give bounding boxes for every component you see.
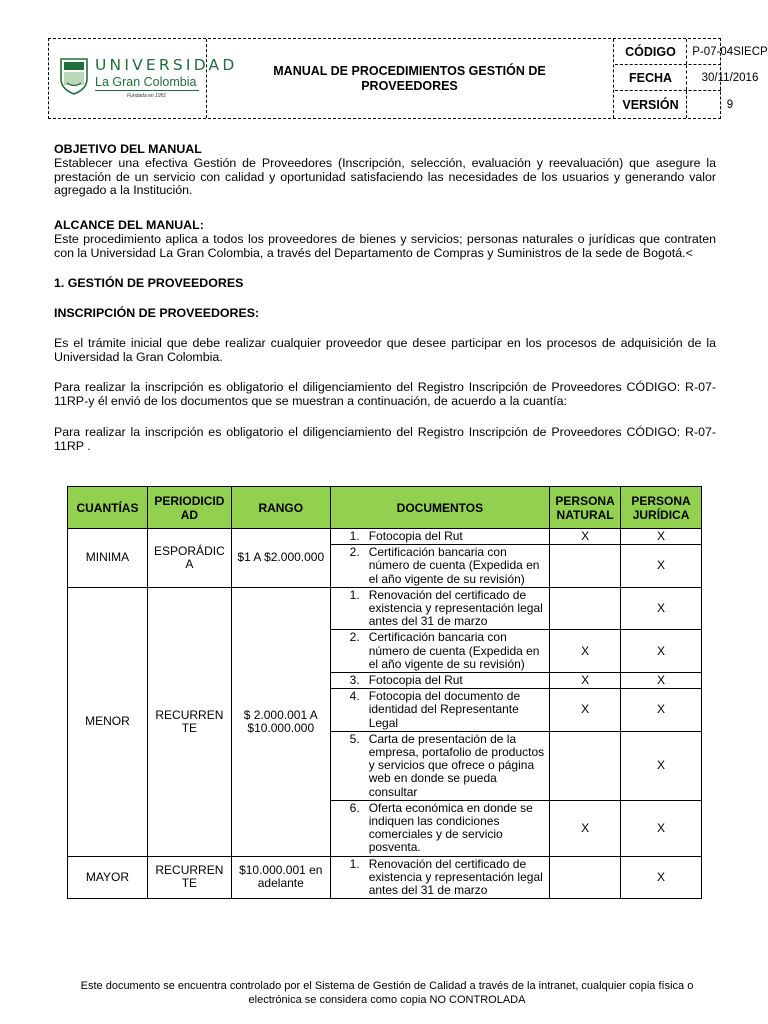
objetivo-text: Establecer una efectiva Gestión de Proveedores (Inscripción, selección, evaluación y reevaluación) que asegure la prestación de un servicio con calidad y oportunidad satisfaciendo las necesidades de los usuarios y generando valor agregado a la Institución. bbox=[54, 156, 716, 198]
periodicidad-cell: RECURREN TE bbox=[147, 856, 231, 899]
header-rango: RANGO bbox=[231, 487, 330, 529]
rango-cell: $10.000.001 en adelante bbox=[231, 856, 330, 899]
meta-label: VERSIÓN bbox=[615, 91, 687, 118]
table-row bbox=[68, 856, 702, 899]
natural-cell bbox=[550, 731, 621, 800]
juridica-cell: X bbox=[621, 587, 702, 630]
document-cell bbox=[330, 800, 549, 856]
doc-text: Oferta económica en donde se indiquen las condiciones comerciales y de servicio posventa. bbox=[368, 800, 533, 855]
doc-number: 4. bbox=[349, 689, 360, 704]
meta-label: CÓDIGO bbox=[615, 39, 687, 64]
document-cell bbox=[330, 587, 549, 630]
document-cell bbox=[330, 630, 549, 673]
juridica-cell: X bbox=[621, 731, 702, 800]
doc-number: 2. bbox=[349, 630, 360, 645]
document-cell bbox=[330, 689, 549, 732]
cuantia-cell: MENOR bbox=[68, 587, 148, 856]
natural-cell bbox=[550, 545, 621, 588]
document-cell bbox=[330, 545, 549, 588]
table-header-row bbox=[68, 487, 702, 529]
meta-label: FECHA bbox=[615, 65, 687, 90]
logo-founded-text: Fundada en 1951 bbox=[127, 93, 167, 99]
section-heading: 1. GESTIÓN DE PROVEEDORES bbox=[54, 276, 244, 290]
shield-icon bbox=[59, 57, 89, 95]
document-cell bbox=[330, 731, 549, 800]
table-row bbox=[68, 529, 702, 545]
header-persona-natural: PERSONA NATURAL bbox=[550, 487, 621, 529]
meta-value: 30/11/2016 bbox=[701, 71, 759, 84]
footer-notice: Este documento se encuentra controlado por el Sistema de Gestión de Calidad a través de la intranet, cualquier copia física o electrónica se considera como copia NO CONTROLADA bbox=[80, 980, 694, 1006]
juridica-cell: X bbox=[621, 689, 702, 732]
doc-number: 5. bbox=[349, 731, 360, 746]
rango-cell: $1 A $2.000.000 bbox=[231, 529, 330, 588]
doc-text: Renovación del certificado de existencia y representación legal antes del 31 de marzo bbox=[368, 856, 543, 898]
header-periodicidad: PERIODICID AD bbox=[147, 487, 231, 529]
doc-number: 1. bbox=[349, 529, 360, 543]
document-cell bbox=[330, 856, 549, 899]
logo-gran-colombia-text: La Gran Colombia bbox=[95, 75, 197, 89]
natural-cell bbox=[550, 587, 621, 630]
natural-cell bbox=[550, 856, 621, 899]
doc-number: 2. bbox=[349, 545, 360, 560]
doc-text: Fotocopia del documento de identidad del Representante Legal bbox=[368, 689, 521, 730]
meta-value: 9 bbox=[726, 98, 734, 111]
meta-value: P-07-04SIECP bbox=[692, 45, 768, 58]
meta-value-column bbox=[638, 38, 721, 119]
natural-cell: X bbox=[550, 529, 621, 545]
juridica-cell: X bbox=[621, 545, 702, 588]
paragraph-3: Para realizar la inscripción es obligatorio el diligenciamiento del Registro Inscripción de Proveedores CÓDIGO: R-07-11RP . bbox=[54, 425, 716, 453]
objetivo-heading: OBJETIVO DEL MANUAL bbox=[54, 142, 202, 156]
header-documentos: DOCUMENTOS bbox=[330, 487, 549, 529]
doc-number: 1. bbox=[349, 587, 360, 602]
alcance-text: Este procedimiento aplica a todos los proveedores de bienes y servicios; personas naturales o jurídicas que contraten con la Universidad La Gran Colombia, a través del Departamento de Compras y Suministros de la sede de Bogotá.< bbox=[54, 232, 716, 260]
natural-cell: X bbox=[550, 800, 621, 856]
doc-text: Certificación bancaria con número de cuenta (Expedida en el año vigente de su revisión) bbox=[368, 630, 540, 671]
periodicidad-cell: ESPORÁDIC A bbox=[147, 529, 231, 588]
header-persona-juridica: PERSONA JURÍDICA bbox=[621, 487, 702, 529]
header-cuantias: CUANTÍAS bbox=[68, 487, 148, 529]
doc-number: 1. bbox=[349, 856, 360, 871]
logo-universidad-text: UNIVERSIDAD bbox=[95, 56, 238, 74]
university-logo bbox=[59, 53, 238, 105]
cuantia-cell: MINIMA bbox=[68, 529, 148, 588]
periodicidad-cell: RECURREN TE bbox=[147, 587, 231, 856]
document-header bbox=[48, 38, 768, 119]
doc-text: Renovación del certificado de existencia y representación legal antes del 31 de marzo bbox=[368, 587, 543, 629]
logo-cell bbox=[49, 39, 238, 118]
document-cell bbox=[330, 673, 549, 689]
paragraph-2: Para realizar la inscripción es obligatorio el diligenciamiento del Registro Inscripción de Proveedores CÓDIGO: R-07-11RP-y él envió de los documentos que se muestran a continuación, de acuerdo a la cuantía: bbox=[54, 380, 716, 408]
juridica-cell: X bbox=[621, 630, 702, 673]
natural-cell: X bbox=[550, 673, 621, 689]
juridica-cell: X bbox=[621, 856, 702, 899]
juridica-cell: X bbox=[621, 673, 702, 689]
natural-cell: X bbox=[550, 630, 621, 673]
doc-text: Fotocopia del Rut bbox=[368, 673, 463, 688]
document-cell bbox=[330, 529, 549, 545]
table-row bbox=[68, 587, 702, 630]
doc-number: 6. bbox=[349, 800, 360, 815]
rango-cell: $ 2.000.001 A $10.000.000 bbox=[231, 587, 330, 856]
documents-table bbox=[67, 486, 702, 899]
doc-text: Fotocopia del Rut bbox=[368, 529, 463, 543]
doc-text: Carta de presentación de la empresa, portafolio de productos y servicios que ofrece o página web en donde se pueda consultar bbox=[368, 731, 545, 799]
alcance-heading: ALCANCE DEL MANUAL: bbox=[54, 218, 204, 232]
doc-number: 3. bbox=[349, 673, 360, 688]
document-title: MANUAL DE PROCEDIMIENTOS GESTIÓN DE PROVEEDORES bbox=[206, 39, 614, 118]
juridica-cell: X bbox=[621, 529, 702, 545]
cuantia-cell: MAYOR bbox=[68, 856, 148, 899]
natural-cell: X bbox=[550, 689, 621, 732]
paragraph-1: Es el trámite inicial que debe realizar cualquier proveedor que desee participar en los procesos de adquisición de la Universidad la Gran Colombia. bbox=[54, 336, 716, 364]
doc-text: Certificación bancaria con número de cuenta (Expedida en el año vigente de su revisión) bbox=[368, 545, 540, 586]
juridica-cell: X bbox=[621, 800, 702, 856]
inscripcion-heading: INSCRIPCIÓN DE PROVEEDORES: bbox=[54, 306, 260, 320]
logo-divider bbox=[95, 90, 199, 91]
